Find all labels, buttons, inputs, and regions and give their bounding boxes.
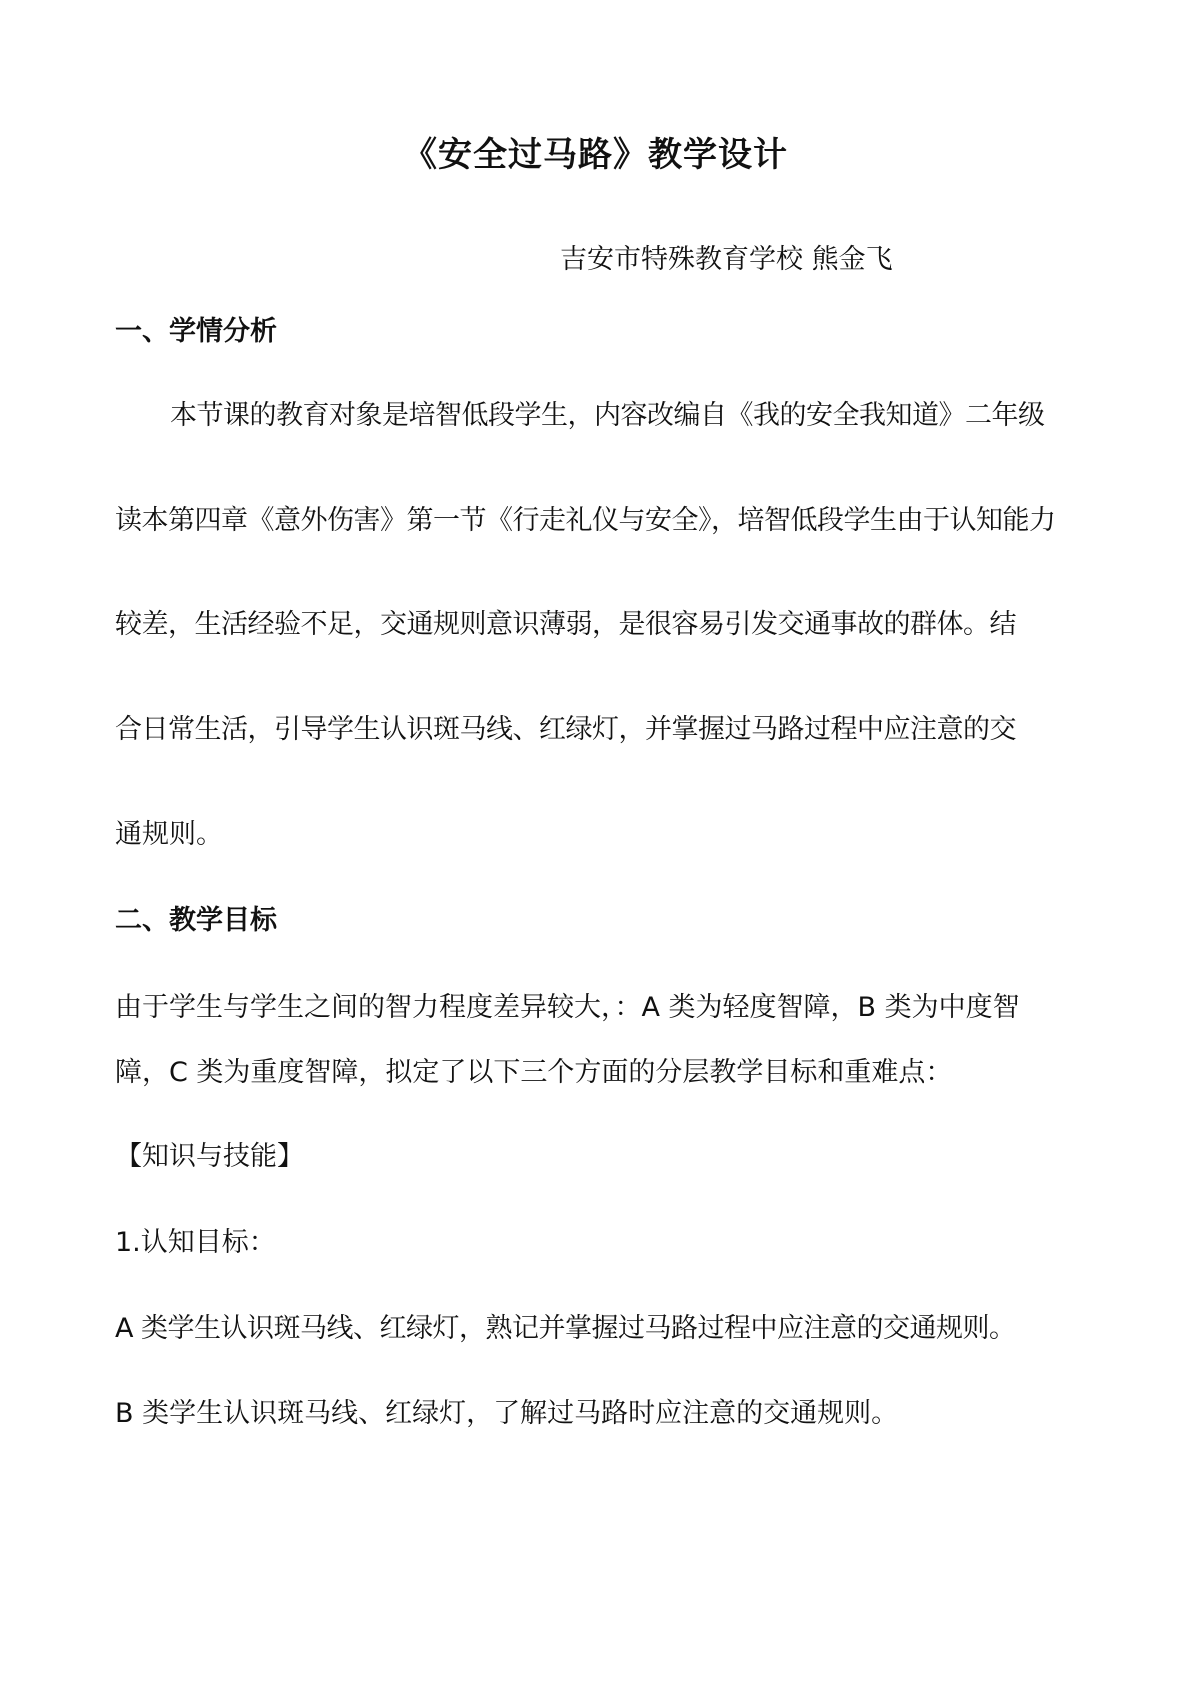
paragraph-line: 本节课的教育对象是培智低段学生，内容改编自《我的安全我知道》二年级 bbox=[170, 400, 1045, 431]
paragraph-line: 合日常生活，引导学生认识斑马线、红绿灯，并掌握过马路过程中应注意的交 bbox=[115, 714, 1016, 745]
document-author: 吉安市特殊教育学校 熊金飞 bbox=[560, 244, 893, 275]
paragraph-line: 由于学生与学生之间的智力程度差异较大，：A 类为轻度智障，B 类为中度智 bbox=[115, 992, 1020, 1023]
paragraph-line: 较差，生活经验不足，交通规则意识薄弱，是很容易引发交通事故的群体。结 bbox=[115, 609, 1016, 640]
paragraph-line: 通规则。 bbox=[115, 819, 223, 850]
subsection-label: 【知识与技能】 bbox=[115, 1141, 304, 1172]
document-title: 《安全过马路》教学设计 bbox=[403, 135, 788, 175]
paragraph-line: 障，C 类为重度智障，拟定了以下三个方面的分层教学目标和重难点： bbox=[115, 1057, 953, 1088]
list-item: B 类学生认识斑马线、红绿灯，了解过马路时应注意的交通规则。 bbox=[115, 1398, 899, 1429]
list-item-label: 1.认知目标： bbox=[115, 1227, 276, 1258]
section-heading-learner-analysis: 一、学情分析 bbox=[115, 316, 277, 347]
paragraph-line: 读本第四章《意外伤害》第一节《行走礼仪与安全》，培智低段学生由于认知能力 bbox=[115, 505, 1056, 536]
section-heading-teaching-goals: 二、教学目标 bbox=[115, 905, 277, 936]
list-item: A 类学生认识斑马线、红绿灯，熟记并掌握过马路过程中应注意的交通规则。 bbox=[115, 1313, 1016, 1344]
